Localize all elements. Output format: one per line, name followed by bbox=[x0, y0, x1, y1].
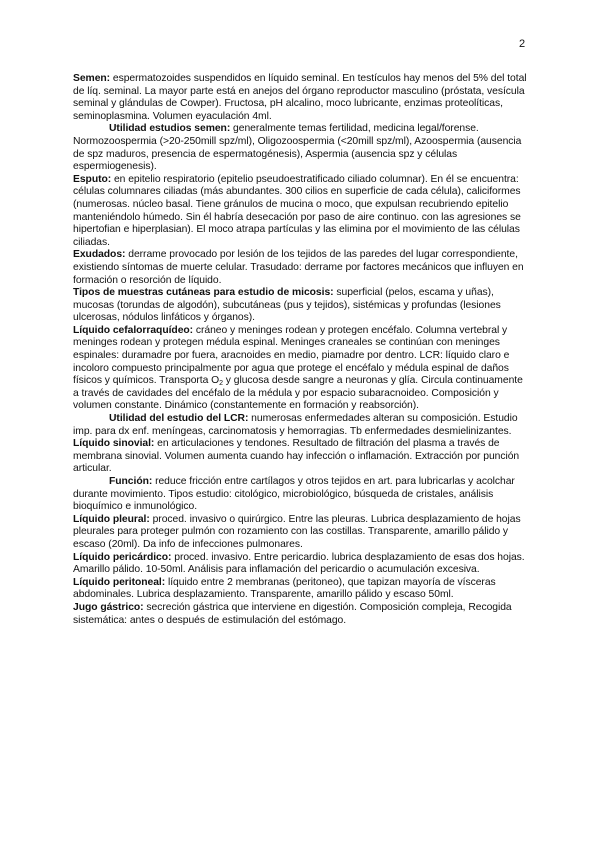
definition-micosis: superficial (pelos, escama y uñas), mucosas (torundas de algodón), subcutáneas (pus y tejidos), sistémicas y profundas (lesiones ulcerosas, nódulos linfáticos y órganos). bbox=[73, 287, 501, 324]
definition-sinovial: en articulaciones y tendones. Resultado de filtración del plasma a través de membrana sinovial. Volumen aumenta cuando hay infección o inflamación. Extracción por punción articular. bbox=[73, 438, 520, 475]
paragraph-sinovial bbox=[73, 438, 531, 476]
definition-lcr-continued: y glucosa desde sangre a neuronas y glía. Circula continuamente a través de cavidades del encéfalo de la médula y por espacio subaracnoideo. Composición y volumen constante. Dinámico (constantemente en formación y reabsorción). bbox=[73, 375, 523, 412]
term-jugo-gastrico: Jugo gástrico: bbox=[73, 601, 144, 613]
term-semen: Semen: bbox=[73, 73, 111, 84]
term-peritoneal: Líquido peritoneal: bbox=[73, 576, 166, 588]
paragraph-jugo-gastrico bbox=[73, 602, 531, 627]
definition-esputo: en epitelio respiratorio (epitelio pseudoestratificado ciliado columnar). En él se encuentra: células columnares ciliadas (más abundantes. 300 cilios en superficie de cada célula), caliciformes (numerosas. núcleo basal. Tiene gránulos de mucina o moco, que expulsan recubriendo epitelio manteniéndolo húmedo. Sin él habría desecación por paso de aire continuo. con las agresiones se hipertofian e hiperplasian). El moco atrapa partículas y las elimina por el movimiento de las células ciliadas. bbox=[73, 173, 521, 248]
term-micosis: Tipos de muestras cutáneas para estudio de micosis: bbox=[73, 287, 334, 299]
paragraph-pleural bbox=[73, 514, 531, 552]
definition-funcion: reduce fricción entre cartílagos y otros tejidos en art. para lubricarlas y acolchar durante movimiento. Tipos estudio: citológico, microbiológico, búsqueda de cristales, análisis bioquímico e inmunológico. bbox=[73, 476, 515, 513]
paragraph-esputo bbox=[73, 174, 531, 250]
paragraph-funcion bbox=[73, 476, 531, 514]
paragraph-peritoneal bbox=[73, 577, 531, 602]
definition-utilidad-lcr: numerosas enfermedades alteran su composición. Estudio imp. para dx enf. meníngeas, carcinomatosis y hemorragias. Tb enfermedades desmielinizantes. bbox=[73, 413, 518, 437]
page-number: 2 bbox=[519, 38, 526, 50]
definition-pleural: proced. invasivo o quirúrgico. Entre las pleuras. Lubrica desplazamiento de hojas pleurales para proteger pulmón con rozamiento con las costillas. Transparente, amarillo pálido y escaso (20ml). Da info de infecciones pulmonares. bbox=[73, 513, 521, 550]
definition-peritoneal: líquido entre 2 membranas (peritoneo), que tapizan mayoría de vísceras abdominales. Lubrica desplazamiento. Transparente, amarillo pálido y escaso 50ml. bbox=[73, 576, 496, 601]
paragraph-utilidad-semen bbox=[73, 123, 531, 173]
paragraph-semen bbox=[73, 73, 531, 123]
term-lcr: Líquido cefalorraquídeo: bbox=[73, 324, 194, 336]
subscript-o2: 2 bbox=[219, 380, 223, 388]
paragraph-pericardico bbox=[73, 552, 531, 577]
term-pericardico: Líquido pericárdico: bbox=[73, 551, 172, 563]
term-esputo: Esputo: bbox=[73, 173, 112, 185]
paragraph-micosis bbox=[73, 287, 531, 325]
paragraph-lcr bbox=[73, 325, 531, 413]
definition-pericardico: proced. invasivo. Entre pericardio. lubrica desplazamiento de esas dos hojas. Amarillo pálido. 10-50ml. Análisis para inflamación del pericardio o acumulación excesiva. bbox=[73, 551, 525, 576]
term-exudados: Exudados: bbox=[73, 249, 126, 261]
term-sinovial: Líquido sinovial: bbox=[73, 438, 155, 450]
paragraph-exudados bbox=[73, 249, 531, 287]
paragraph-utilidad-lcr bbox=[73, 413, 531, 438]
definition-utilidad-semen: generalmente temas fertilidad, medicina legal/forense. Normozoospermia (>20-250mill spz/ml), Oligozoospermia (<20mill spz/ml), Azoospermia (ausencia de spz maduros, presencia de espermatogénesis), Aspermia (ausencia spz y células espermiogenesis). bbox=[73, 123, 522, 173]
term-funcion: Función: bbox=[109, 476, 153, 487]
document-body bbox=[73, 73, 531, 627]
definition-jugo-gastrico: secreción gástrica que interviene en digestión. Composición compleja, Recogida sistemática: antes o después de estimulación del estómago. bbox=[73, 601, 512, 626]
term-utilidad-semen: Utilidad estudios semen: bbox=[109, 123, 231, 135]
term-pleural: Líquido pleural: bbox=[73, 513, 150, 525]
definition-semen: espermatozoides suspendidos en líquido seminal. En testículos hay menos del 5% del total de líq. seminal. La mayor parte está en anejos del órgano reproductor masculino (próstata, vesícula seminal y glándulas de Cowper). Fructosa, pH alcalino, moco lubricante, enzimas proteolíticas, seminoplasmina. Volumen eyaculación 4ml. bbox=[73, 73, 527, 122]
definition-exudados: derrame provocado por lesión de los tejidos de las paredes del lugar correspondiente, existiendo síntomas de muerte celular. Trasudado: derrame por factores mecánicos que influyen en formación o resorción de líquido. bbox=[73, 249, 524, 286]
term-utilidad-lcr: Utilidad del estudio del LCR: bbox=[109, 413, 249, 425]
definition-lcr: cráneo y meninges rodean y protegen encéfalo. Columna vertebral y meninges rodean y protegen médula espinal. Meninges craneales se continúan con meninges espinales: duramadre por fuera, aracnoides en medio, piamadre por dentro. LCR: líquido claro e incoloro compuesto principalmente por agua que protege el encéfalo y médula espinal de daños físicos y químicos. Transporta O bbox=[73, 324, 510, 387]
